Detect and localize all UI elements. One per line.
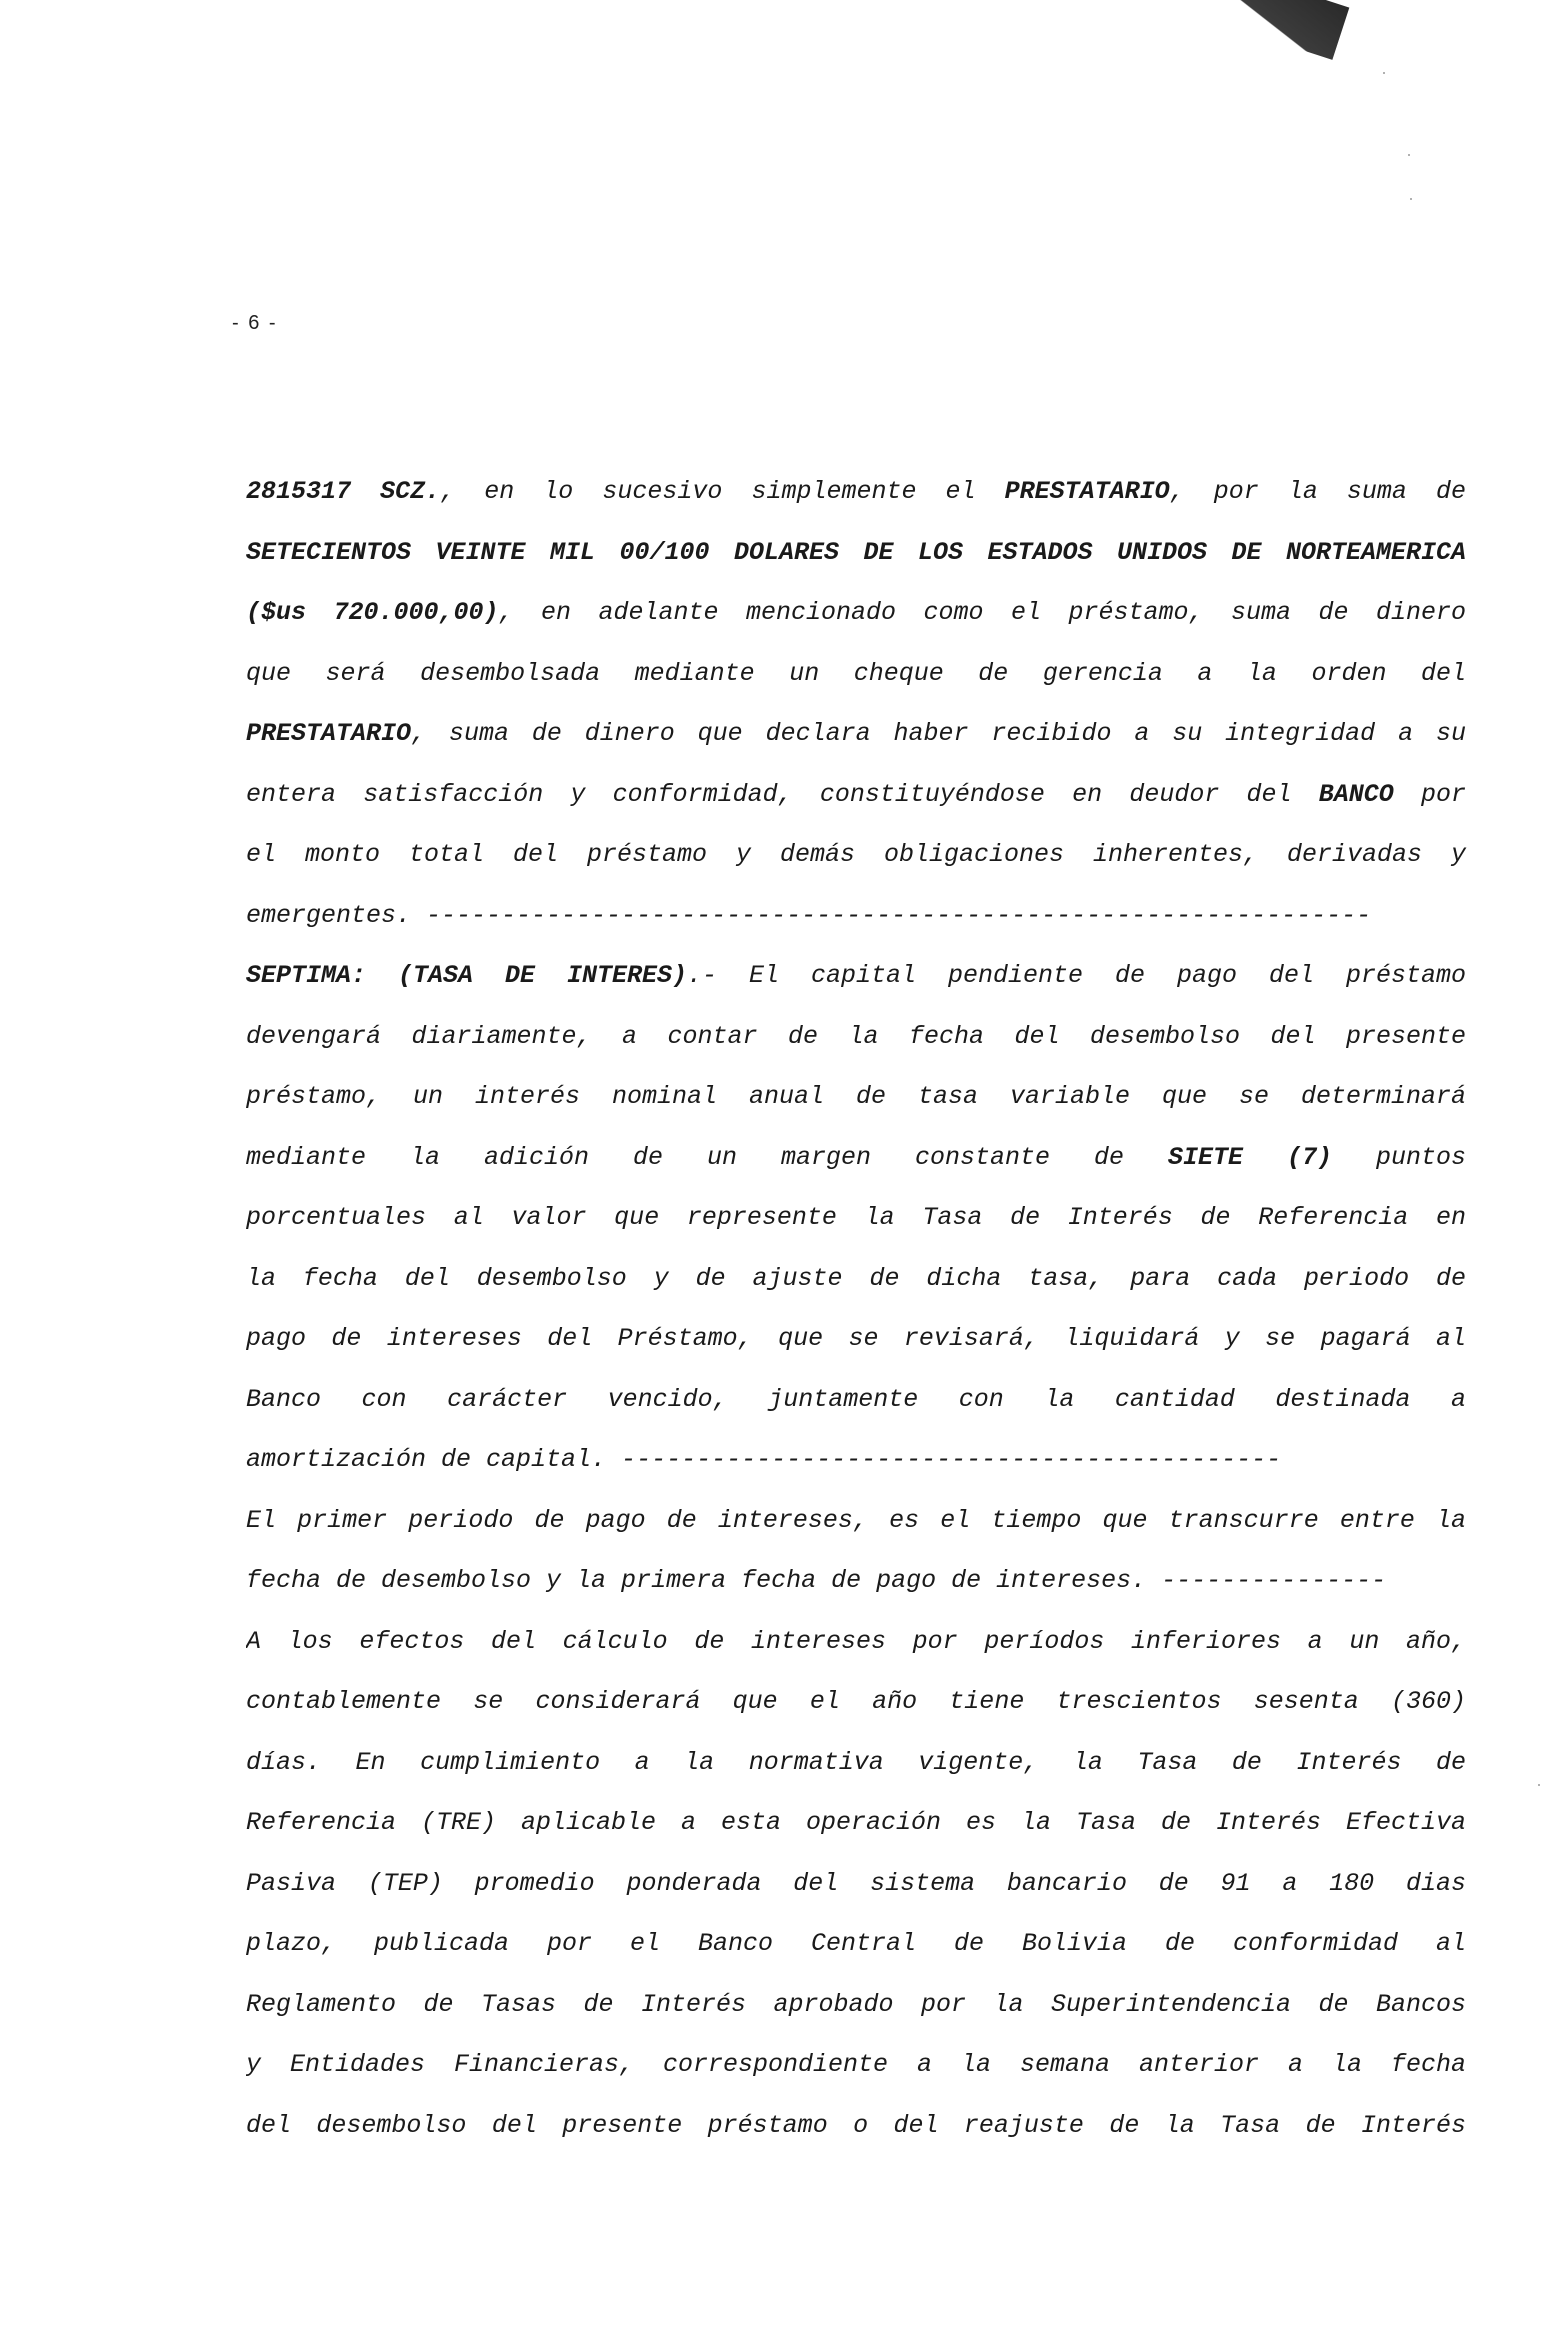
bold-text-run: 2815317 SCZ. (246, 477, 441, 506)
text-line (246, 593, 1471, 654)
text-line (246, 2106, 1471, 2167)
text-line-content (246, 2106, 1466, 2146)
text-run: devengará diariamente, a contar de la fecha del desembolso del presente (246, 1021, 1466, 1051)
text-run: .- El capital pendiente de pago del préstamo (687, 961, 1466, 990)
text-run: , suma de dinero que declara haber recibido a su integridad a su (411, 719, 1466, 748)
text-line (246, 1198, 1471, 1259)
text-run: El primer periodo de pago de intereses, es el tiempo que transcurre entre la (246, 1505, 1466, 1535)
text-run: Referencia (TRE) aplicable a esta operación es la Tasa de Interés Efectiva (246, 1808, 1466, 1837)
text-line (246, 1259, 1471, 1320)
text-line (246, 1440, 1471, 1501)
text-line (246, 1380, 1471, 1441)
text-line (246, 714, 1471, 775)
text-run: plazo, publicada por el Banco Central de Bolivia de conformidad al (246, 1929, 1466, 1958)
text-line (246, 1561, 1471, 1622)
text-run: amortización de capital. -------------------------------------------- (246, 1445, 1282, 1474)
text-line-content (246, 1743, 1466, 1783)
text-line (246, 1864, 1471, 1925)
text-line-content (246, 1985, 1466, 2025)
text-run: que será desembolsada mediante un cheque de gerencia a la orden del (246, 658, 1466, 688)
scan-corner-mark (1171, 0, 1350, 60)
text-line-content (246, 775, 1466, 815)
text-line-content (246, 1501, 1466, 1541)
text-line (246, 2045, 1471, 2106)
text-run: del desembolso del presente préstamo o del reajuste de la Tasa de Interés (246, 2110, 1466, 2140)
text-line (246, 1077, 1471, 1138)
text-line (246, 896, 1471, 957)
bold-text-run: SIETE (7) (1167, 1142, 1332, 1172)
text-line-content (246, 593, 1466, 633)
text-run: Banco con carácter vencido, juntamente con la cantidad destinada a (246, 1384, 1466, 1414)
text-line-content (246, 1077, 1466, 1117)
text-line-content (246, 1380, 1466, 1420)
text-line-content (246, 1924, 1466, 1964)
text-line (246, 1985, 1471, 2046)
text-line-content (246, 1138, 1466, 1178)
text-line (246, 1017, 1471, 1078)
text-run: contablemente se considerará que el año tiene trescientos sesenta (360) (246, 1687, 1466, 1716)
text-line-content (246, 835, 1466, 875)
text-line (246, 956, 1471, 1017)
text-run: pago de intereses del Préstamo, que se revisará, liquidará y se pagará al (246, 1324, 1466, 1353)
text-run: días. En cumplimiento a la normativa vigente, la Tasa de Interés de (246, 1747, 1466, 1777)
bold-text-run: BANCO (1318, 779, 1394, 809)
text-line-content (246, 1440, 1281, 1480)
text-line (246, 775, 1471, 836)
text-line (246, 1682, 1471, 1743)
text-run: A los efectos del cálculo de intereses por períodos inferiores a un año, (246, 1626, 1466, 1656)
text-run: puntos (1331, 1142, 1466, 1172)
scan-speck (1538, 1784, 1540, 1786)
text-line-content (246, 1319, 1466, 1359)
bold-text-run: SEPTIMA: (TASA DE INTERES) (246, 961, 688, 990)
text-run: Pasiva (TEP) promedio ponderada del sistema bancario de 91 a 180 dias (246, 1868, 1466, 1898)
text-line-content (246, 654, 1466, 694)
text-line (246, 472, 1471, 533)
page-number: - 6 - (232, 312, 278, 334)
text-line-content (246, 1259, 1466, 1299)
text-line-content (246, 1803, 1466, 1843)
scan-speck (1383, 72, 1385, 74)
text-line-content (246, 714, 1466, 754)
text-line (246, 654, 1471, 715)
text-line (246, 1803, 1471, 1864)
scan-speck (1408, 154, 1410, 156)
bold-text-run: SETECIENTOS VEINTE MIL 00/100 DOLARES DE LOS ESTADOS UNIDOS DE NORTEAMERICA (246, 537, 1466, 567)
bold-text-run: ($us 720.000,00) (246, 598, 499, 627)
body-text (246, 472, 1471, 2166)
text-run: el monto total del préstamo y demás obligaciones inherentes, derivadas y (246, 840, 1466, 869)
text-run: entera satisfacción y conformidad, constituyéndose en deudor del (246, 779, 1319, 809)
scan-speck (1410, 198, 1412, 200)
text-line-content (246, 1864, 1466, 1904)
text-run: la fecha del desembolso y de ajuste de dicha tasa, para cada periodo de (246, 1263, 1466, 1293)
text-line (246, 835, 1471, 896)
text-run: por (1393, 779, 1466, 809)
text-run: Reglamento de Tasas de Interés aprobado por la Superintendencia de Bancos (246, 1989, 1466, 2019)
text-run: emergentes. --------------------------------------------------------------- (246, 900, 1372, 930)
text-line (246, 1924, 1471, 1985)
text-run: , en adelante mencionado como el préstamo, suma de dinero (498, 598, 1467, 627)
text-run: fecha de desembolso y la primera fecha de pago de intereses. --------------- (246, 1566, 1387, 1595)
text-run: préstamo, un interés nominal anual de tasa variable que se determinará (246, 1082, 1466, 1111)
bold-text-run: PRESTATARIO (1004, 477, 1170, 506)
text-line-content (246, 472, 1466, 512)
text-line (246, 1319, 1471, 1380)
bold-text-run: PRESTATARIO (246, 719, 412, 748)
text-run: y Entidades Financieras, correspondiente a la semana anterior a la fecha (246, 2050, 1466, 2079)
text-line-content (246, 896, 1371, 936)
text-run: porcentuales al valor que represente la Tasa de Interés de Referencia en (246, 1203, 1466, 1232)
text-line (246, 1622, 1471, 1683)
text-line-content (246, 1198, 1466, 1238)
text-run: mediante la adición de un margen constante de (246, 1142, 1168, 1172)
text-line (246, 533, 1471, 594)
text-line (246, 1138, 1471, 1199)
text-line-content (246, 1622, 1466, 1662)
text-run: , en lo sucesivo simplemente el (440, 477, 1005, 506)
text-line-content (246, 1561, 1386, 1601)
text-line-content (246, 533, 1466, 573)
text-run: , por la suma de (1169, 477, 1467, 506)
text-line (246, 1501, 1471, 1562)
text-line-content (246, 1682, 1466, 1722)
text-line-content (246, 956, 1466, 996)
text-line (246, 1743, 1471, 1804)
text-line-content (246, 1017, 1466, 1057)
text-line-content (246, 2045, 1466, 2085)
